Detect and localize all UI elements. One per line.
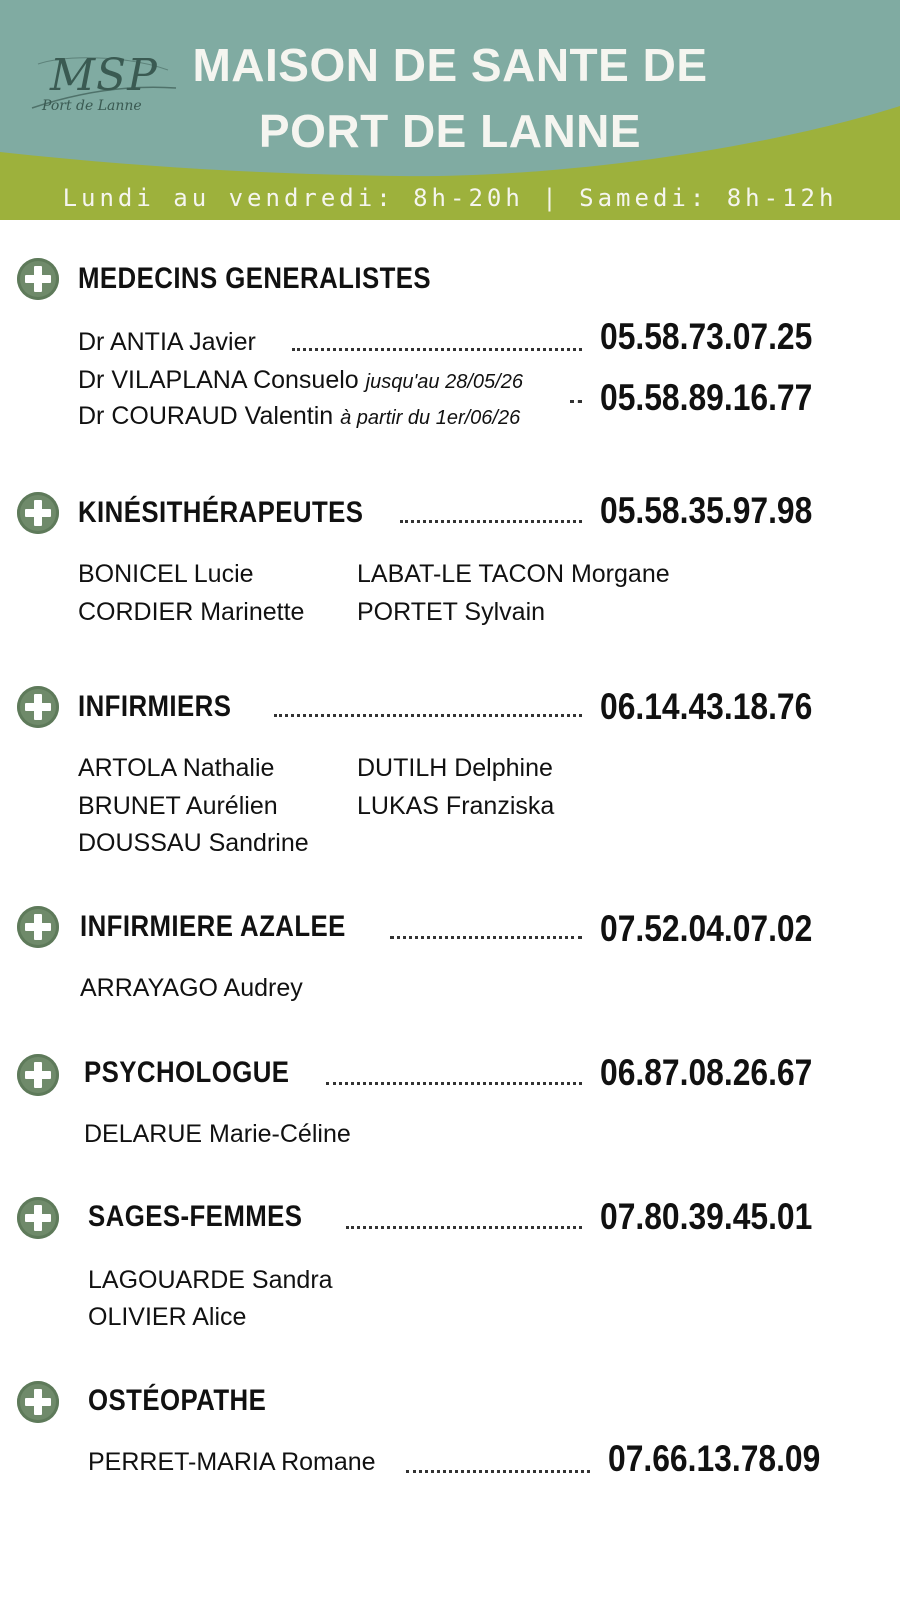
dotted-leader <box>570 400 582 403</box>
section-title-infirmiers: INFIRMIERS <box>78 690 232 723</box>
medical-cross-icon <box>17 492 59 534</box>
medical-cross-icon <box>17 1054 59 1096</box>
medical-cross-icon <box>17 258 59 300</box>
practitioner-name: PERRET-MARIA Romane <box>88 1448 376 1476</box>
practitioner-name: DELARUE Marie-Céline <box>84 1120 351 1148</box>
phone-number: 05.58.73.07.25 <box>600 316 813 357</box>
medical-cross-icon <box>17 1381 59 1423</box>
medical-cross-icon <box>17 686 59 728</box>
practitioner-name: ARTOLA Nathalie <box>78 754 275 782</box>
dotted-leader <box>400 520 582 523</box>
medical-cross-icon <box>17 906 59 948</box>
page-title-line1: MAISON DE SANTE DE <box>192 39 708 91</box>
practitioner-name: DOUSSAU Sandrine <box>78 829 309 857</box>
dotted-leader <box>346 1226 582 1229</box>
dotted-leader <box>274 714 582 717</box>
phone-number: 07.52.04.07.02 <box>600 908 813 949</box>
doctor-note: à partir du 1er/06/26 <box>340 407 521 429</box>
section-title-azalee: INFIRMIERE AZALEE <box>80 910 346 943</box>
phone-number: 06.87.08.26.67 <box>600 1052 813 1093</box>
opening-hours: Lundi au vendredi: 8h-20h | Samedi: 8h-12h <box>62 184 838 212</box>
section-title-sages-femmes: SAGES-FEMMES <box>88 1200 303 1233</box>
page-title-line2: PORT DE LANNE <box>258 105 642 157</box>
practitioner-name: PORTET Sylvain <box>357 598 546 626</box>
dotted-leader <box>292 348 582 351</box>
dotted-leader <box>390 936 582 939</box>
practitioner-name: LABAT-LE TACON Morgane <box>357 560 670 588</box>
header-banner <box>0 0 900 220</box>
doctor-name <box>78 402 520 431</box>
phone-number: 05.58.89.16.77 <box>600 377 813 418</box>
section-title-osteopathe: OSTÉOPATHE <box>88 1384 267 1417</box>
logo-text: MSP <box>50 50 158 101</box>
practitioner-name: DUTILH Delphine <box>357 754 553 782</box>
doctor-note: jusqu'au 28/05/26 <box>365 371 523 393</box>
medical-cross-icon <box>17 1197 59 1239</box>
doctor-name-text: Dr VILAPLANA Consuelo <box>78 366 359 394</box>
phone-number: 07.66.13.78.09 <box>608 1438 821 1479</box>
section-title-psychologue: PSYCHOLOGUE <box>84 1056 290 1089</box>
practitioner-name: BRUNET Aurélien <box>78 792 278 820</box>
section-title-medecins: MEDECINS GENERALISTES <box>78 262 432 295</box>
practitioner-name: LAGOUARDE Sandra <box>88 1266 333 1294</box>
msp-logo <box>38 50 168 125</box>
dotted-leader <box>326 1082 582 1085</box>
phone-number: 05.58.35.97.98 <box>600 490 813 531</box>
section-title-kine: KINÉSITHÉRAPEUTES <box>78 496 364 529</box>
doctor-name <box>78 366 523 395</box>
phone-number: 07.80.39.45.01 <box>600 1196 813 1237</box>
practitioner-name: BONICEL Lucie <box>78 560 254 588</box>
dotted-leader <box>406 1470 590 1473</box>
doctor-name-text: Dr COURAUD Valentin <box>78 402 334 430</box>
practitioner-name: LUKAS Franziska <box>357 792 555 820</box>
logo-subtext: Port de Lanne <box>42 98 142 114</box>
practitioner-name: OLIVIER Alice <box>88 1303 247 1331</box>
practitioner-name: ARRAYAGO Audrey <box>80 974 303 1002</box>
doctor-name: Dr ANTIA Javier <box>78 328 256 356</box>
practitioner-name: CORDIER Marinette <box>78 598 305 626</box>
phone-number: 06.14.43.18.76 <box>600 686 813 727</box>
